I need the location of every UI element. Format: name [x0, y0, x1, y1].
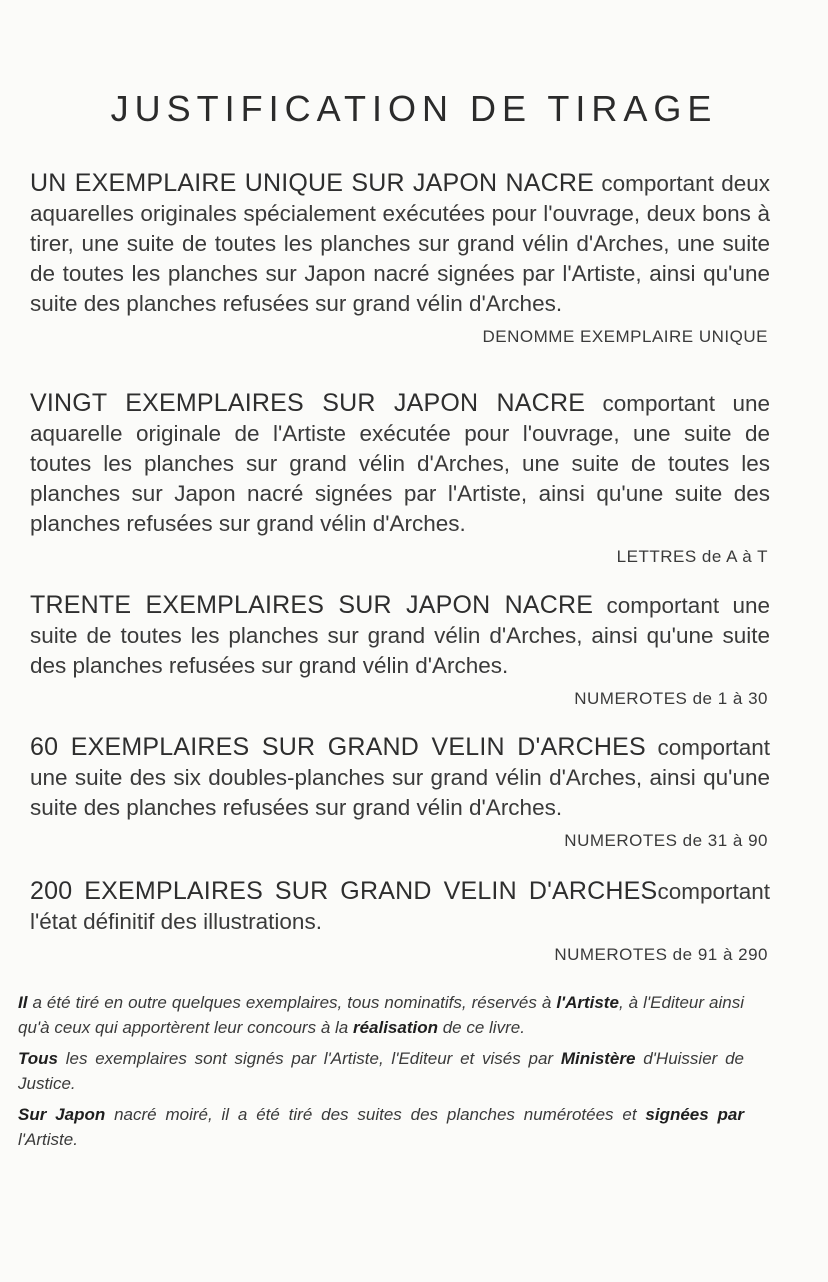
- note-bold: réalisation: [352, 1018, 438, 1037]
- note-bold: l'Artiste: [556, 993, 619, 1012]
- entry-mark: NUMEROTES de 31 à 90: [564, 831, 768, 850]
- note-text: a été tiré en outre quelques exemplaires, tous nominatifs, réservés à: [27, 993, 557, 1012]
- note-text: les exemplaires sont signés par l'Artiste, l'Editeur et visés par: [57, 1049, 561, 1068]
- note-paragraph: [18, 1046, 744, 1096]
- note-bold: Sur Japon: [18, 1105, 106, 1124]
- note-text: d'Huissier de Justice.: [18, 1049, 744, 1093]
- entry-trente: [30, 590, 770, 709]
- note-bold: signées par: [645, 1105, 744, 1124]
- entry-text: [30, 876, 770, 937]
- entry-description: comportant une aquarelle originale de l'Artiste exécutée pour l'ouvrage, une suite de toutes les planches sur grand vélin d'Arches, une suite de toutes les planches sur Japon nacré signées par l'Artiste, ainsi qu'une suite des planches refusées sur grand vélin d'Arches.: [30, 391, 770, 536]
- entry-unique: [30, 168, 770, 347]
- note-paragraph: [18, 1102, 744, 1152]
- entry-soixante: [30, 732, 770, 851]
- entry-lead: 200 EXEMPLAIRES SUR GRAND VELIN D'ARCHES: [30, 877, 658, 905]
- entry-description: comportant une suite des six doubles-planches sur grand vélin d'Arches, ainsi qu'une suite des planches refusées sur grand vélin d'Arches.: [30, 735, 770, 820]
- note-paragraph: [18, 990, 744, 1040]
- entry-text: [30, 732, 770, 823]
- entry-text: [30, 388, 770, 539]
- entry-mark: DENOMME EXEMPLAIRE UNIQUE: [482, 327, 768, 346]
- note-text: nacré moiré, il a été tiré des suites des planches numérotées et: [105, 1105, 646, 1124]
- entry-lead: VINGT EXEMPLAIRES SUR JAPON NACRE: [30, 389, 586, 417]
- entry-mark: NUMEROTES de 91 à 290: [554, 945, 768, 964]
- note-text: l'Artiste.: [18, 1130, 78, 1149]
- notes-section: [18, 990, 744, 1158]
- entry-vingt: [30, 388, 770, 567]
- entry-description: comportant l'état définitif des illustrations.: [30, 879, 770, 934]
- entry-mark: NUMEROTES de 1 à 30: [574, 689, 768, 708]
- note-bold: Tous: [18, 1049, 58, 1068]
- entry-deux-cents: [30, 876, 770, 965]
- note-bold: Ministère: [560, 1049, 636, 1068]
- note-bold: Il: [18, 993, 28, 1012]
- page-title: JUSTIFICATION DE TIRAGE: [110, 88, 718, 129]
- entry-description: comportant une suite de toutes les planches sur grand vélin d'Arches, ainsi qu'une suite des planches refusées sur grand vélin d'Arches.: [30, 593, 770, 678]
- entry-text: [30, 590, 770, 681]
- entry-lead: TRENTE EXEMPLAIRES SUR JAPON NACRE: [30, 591, 594, 619]
- note-text: , à l'Editeur ainsi qu'à ceux qui apportèrent leur concours à la: [18, 993, 744, 1037]
- note-text: de ce livre.: [438, 1018, 525, 1037]
- entry-mark: LETTRES de A à T: [616, 547, 768, 566]
- entry-text: [30, 168, 770, 319]
- entry-description: comportant deux aquarelles originales spécialement exécutées pour l'ouvrage, deux bons à tirer, une suite de toutes les planches sur grand vélin d'Arches, une suite de toutes les planches sur Japon nacré signées par l'Artiste, ainsi qu'une suite des planches refusées sur grand vélin d'Arches.: [30, 171, 770, 316]
- entry-lead: UN EXEMPLAIRE UNIQUE SUR JAPON NACRE: [30, 169, 595, 197]
- entry-lead: 60 EXEMPLAIRES SUR GRAND VELIN D'ARCHES: [30, 733, 646, 761]
